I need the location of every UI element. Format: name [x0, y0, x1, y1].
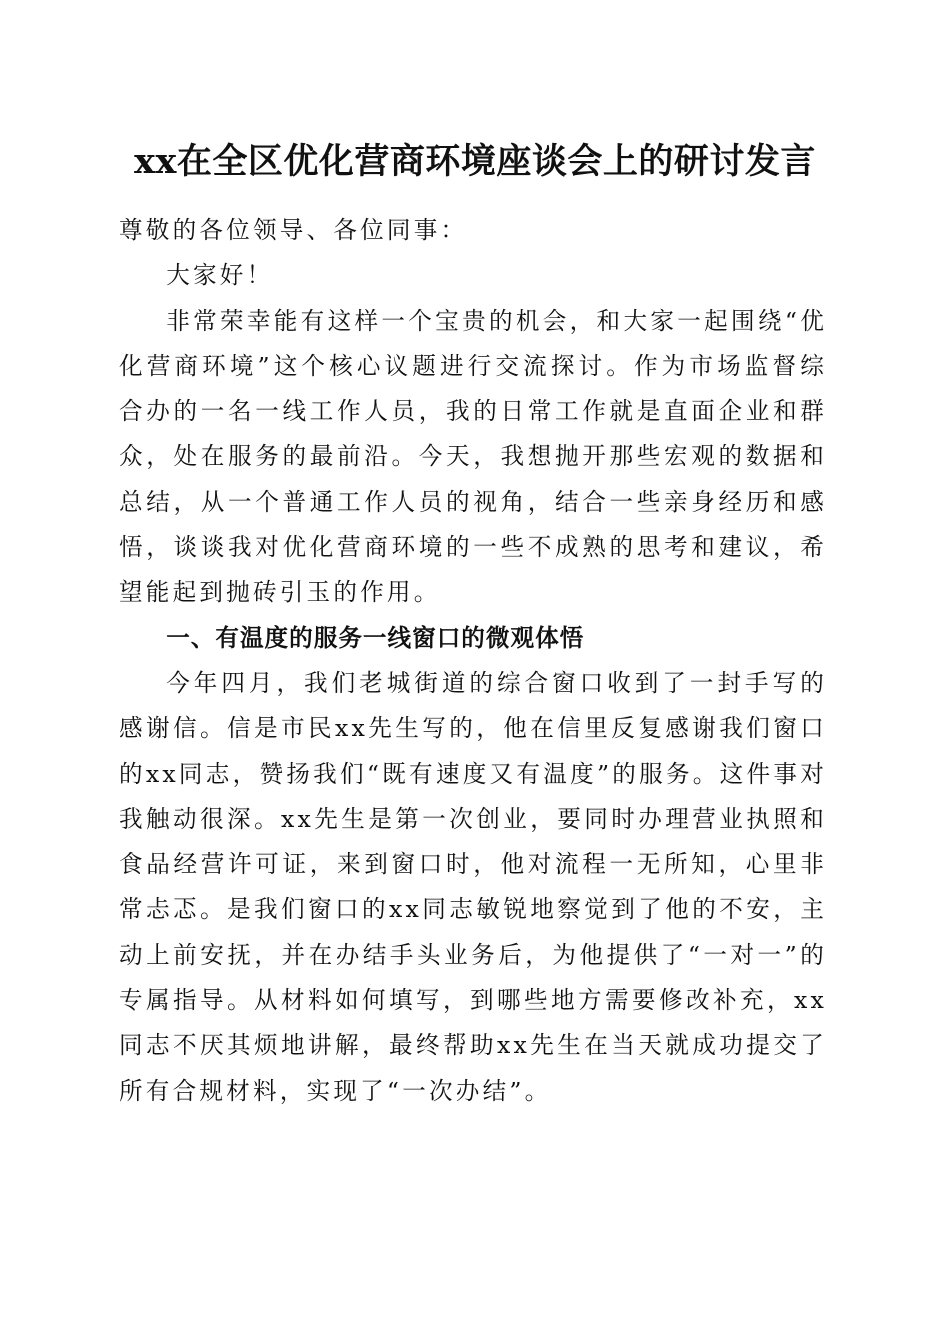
document-body	[119, 208, 827, 1114]
section-heading-1: 一、有温度的服务一线窗口的微观体悟	[166, 623, 585, 652]
section-1-paragraph: 今年四月，我们老城街道的综合窗口收到了一封手写的感谢信。信是市民xx先生写的，他在信里反复感谢我们窗口的xx同志，赞扬我们“既有速度又有温度”的服务。这件事对我触动很深。xx先生是第一次创业，要同时办理营业执照和食品经营许可证，来到窗口时，他对流程一无所知，心里非常忐忑。是我们窗口的xx同志敏锐地察觉到了他的不安，主动上前安抚，并在办结手头业务后，为他提供了“一对一”的专属指导。从材料如何填写，到哪些地方需要修改补充，xx同志不厌其烦地讲解，最终帮助xx先生在当天就成功提交了所有合规材料，实现了“一次办结”。	[119, 668, 827, 1105]
salutation: 尊敬的各位领导、各位同事：	[119, 216, 468, 244]
document-title: xx在全区优化营商环境座谈会上的研讨发言	[134, 141, 816, 182]
intro-paragraph: 非常荣幸能有这样一个宝贵的机会，和大家一起围绕“优化营商环境”这个核心议题进行交流探讨。作为市场监督综合办的一名一线工作人员，我的日常工作就是直面企业和群众，处在服务的最前沿。今天，我想抛开那些宏观的数据和总结，从一个普通工作人员的视角，结合一些亲身经历和感悟，谈谈我对优化营商环境的一些不成熟的思考和建议，希望能起到抛砖引玉的作用。	[119, 306, 827, 607]
greeting: 大家好！	[166, 261, 274, 290]
